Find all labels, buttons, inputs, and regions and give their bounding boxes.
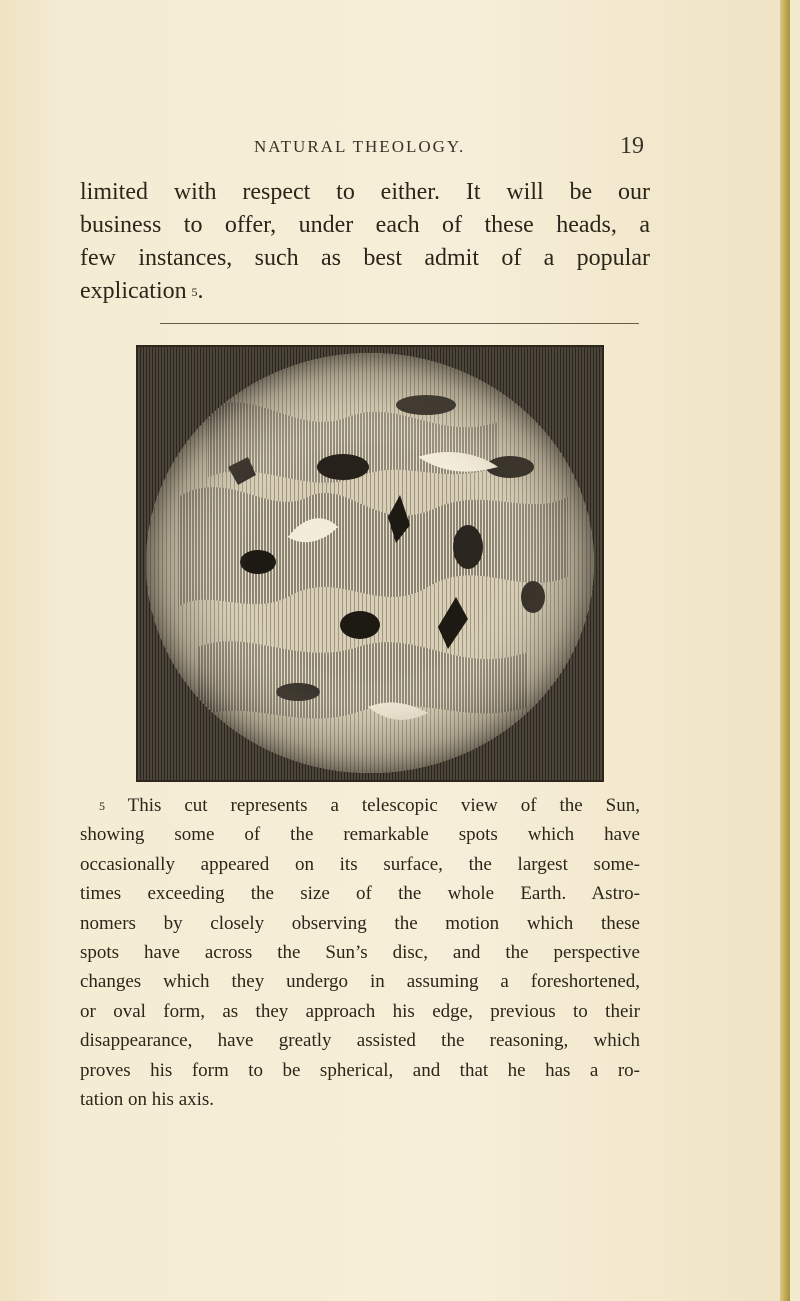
engraving-image	[138, 347, 602, 780]
footnote-line: or oval form, as they approach his edge, previous to their	[80, 1000, 640, 1022]
sun-spots-engraving	[136, 345, 604, 782]
footnote-line: tation on his axis.	[80, 1089, 215, 1111]
footnote-line: spots have across the Sun’s disc, and the perspective	[80, 942, 640, 964]
footnote	[80, 791, 640, 1114]
footnote-marker: 5	[99, 799, 105, 813]
body-line: few instances, such as best admit of a popular	[80, 245, 650, 271]
page-number: 19	[620, 133, 644, 159]
footnote-line: nomers by closely observing the motion which these	[80, 912, 640, 934]
figure-top-rule	[160, 323, 639, 324]
body-paragraph	[80, 176, 650, 308]
footnote-line: showing some of the remarkable spots which have	[80, 824, 640, 846]
footnote-line: occasionally appeared on its surface, the largest some-	[80, 853, 640, 875]
footnote-line-first	[80, 791, 640, 820]
body-line-last: explication $^5$.	[80, 278, 204, 304]
footnote-line: proves his form to be spherical, and that he has a ro-	[80, 1059, 640, 1081]
running-head	[254, 133, 664, 163]
body-line: business to offer, under each of these heads, a	[80, 212, 650, 238]
footnote-ref: 5	[191, 285, 198, 299]
footnote-line: disappearance, have greatly assisted the reasoning, which	[80, 1030, 640, 1052]
body-line-text: explication	[80, 278, 187, 304]
body-line: limited with respect to either. It will be our	[80, 179, 650, 205]
footnote-line: changes which they undergo in assuming a foreshortened,	[80, 971, 640, 993]
footnote-text: This cut represents a telescopic view of the Sun,	[127, 795, 640, 816]
footnote-line: times exceeding the size of the whole Earth. Astro-	[80, 883, 640, 905]
page-edge	[780, 0, 790, 1301]
running-head-title: NATURAL THEOLOGY.	[254, 137, 466, 156]
